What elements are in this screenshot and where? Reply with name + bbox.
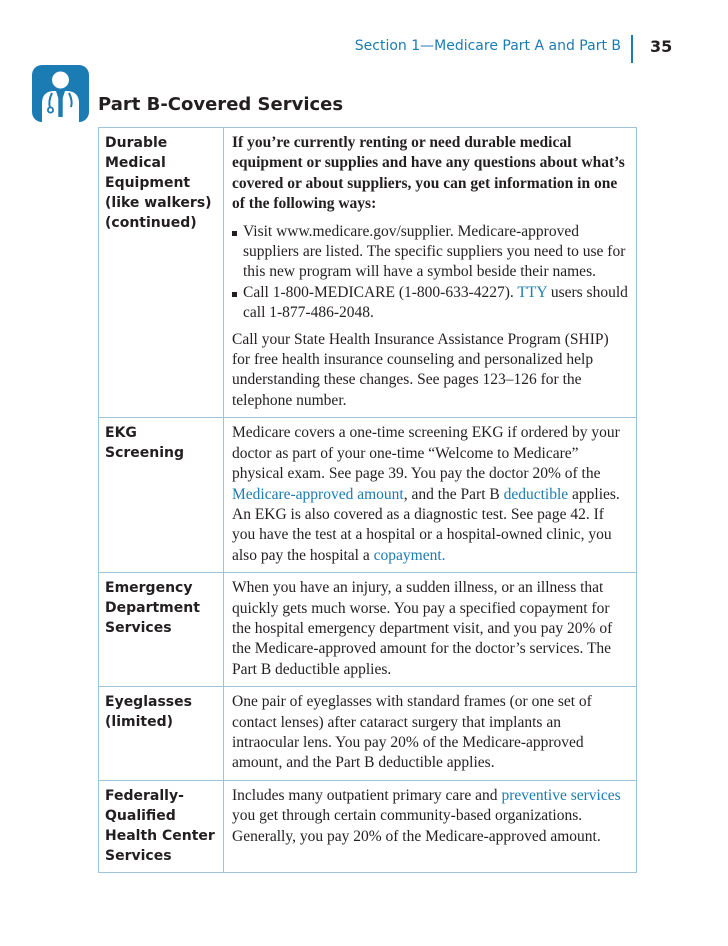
deductible-link[interactable]: deductible — [503, 485, 569, 503]
table-row — [99, 418, 637, 573]
description-cell — [224, 128, 637, 418]
body-text: , and the Part B — [403, 485, 500, 503]
lead-paragraph: If you’re currently renting or need durable medical equipment or supplies and have any questions about what’s covered or about suppliers, you can get information in one of the following ways: — [232, 134, 625, 213]
table-row — [99, 128, 637, 418]
page-title: Part B-Covered Services — [98, 94, 344, 115]
table-row — [99, 573, 637, 687]
body-text: Medicare covers a one-time screening EKG if ordered by your doctor as part of your one-time “Welcome to Medicare” physical exam. See page 39. You pay the doctor 20% of the — [232, 424, 620, 483]
category-cell: EKG Screening — [99, 418, 224, 573]
list-item: Visit www.medicare.gov/supplier. Medicare-approved suppliers are listed. The specific suppliers you need to use for this new program will have a symbol beside their names. — [232, 222, 630, 283]
copayment-link[interactable]: copayment. — [373, 546, 446, 564]
description-cell — [224, 418, 637, 573]
category-cell: Emergency Department Services — [99, 573, 224, 687]
bullet-text: Call 1-800-MEDICARE (1-800-633-4227). — [243, 283, 514, 301]
medicare-approved-amount-link[interactable]: Medicare-approved amount — [232, 485, 404, 503]
list-item — [232, 283, 630, 324]
description-cell — [224, 780, 637, 872]
tty-link[interactable]: TTY — [517, 283, 547, 301]
preventive-services-link[interactable]: preventive services — [501, 786, 621, 804]
description-cell: When you have an injury, a sudden illness, or an illness that quickly gets much worse. You pay a specified copayment for the hospital emergency department visit, and you pay 20% of the Medicare-approved amount for the doctor’s services. The Part B deductible applies. — [224, 573, 637, 687]
category-cell: Eyeglasses (limited) — [99, 687, 224, 781]
description-cell: One pair of eyeglasses with standard frames (or one set of contact lenses) after cataract surgery that implants an intraocular lens. You pay 20% of the Medicare-approved amount, and the Part B deductible applies. — [224, 687, 637, 781]
bullet-text: users should call 1-877-486-2048. — [243, 283, 628, 322]
body-text: Includes many outpatient primary care and — [232, 786, 498, 804]
services-table — [98, 127, 637, 873]
table-row — [99, 780, 637, 872]
running-header-section: Section 1—Medicare Part A and Part B — [354, 38, 621, 54]
closing-paragraph: Call your State Health Insurance Assistance Program (SHIP) for free health insurance counseling and personalized help understanding these changes. See pages 123–126 for the telephone number. — [232, 330, 609, 409]
bullet-list — [232, 222, 630, 324]
page-number: 35 — [650, 37, 673, 56]
table-row — [99, 687, 637, 781]
header-divider — [631, 35, 633, 63]
category-cell: Federally-Qualified Health Center Services — [99, 780, 224, 872]
category-cell: Durable Medical Equipment (like walkers) (continued) — [99, 128, 224, 418]
doctor-icon — [32, 65, 89, 122]
body-text: you get through certain community-based organizations. Generally, you pay 20% of the Medicare-approved amount. — [232, 807, 601, 845]
body-text: applies. An EKG is also covered as a diagnostic test. See page 42. If you have the test at a hospital or a hospital-owned clinic, you also pay the hospital a — [232, 485, 620, 564]
